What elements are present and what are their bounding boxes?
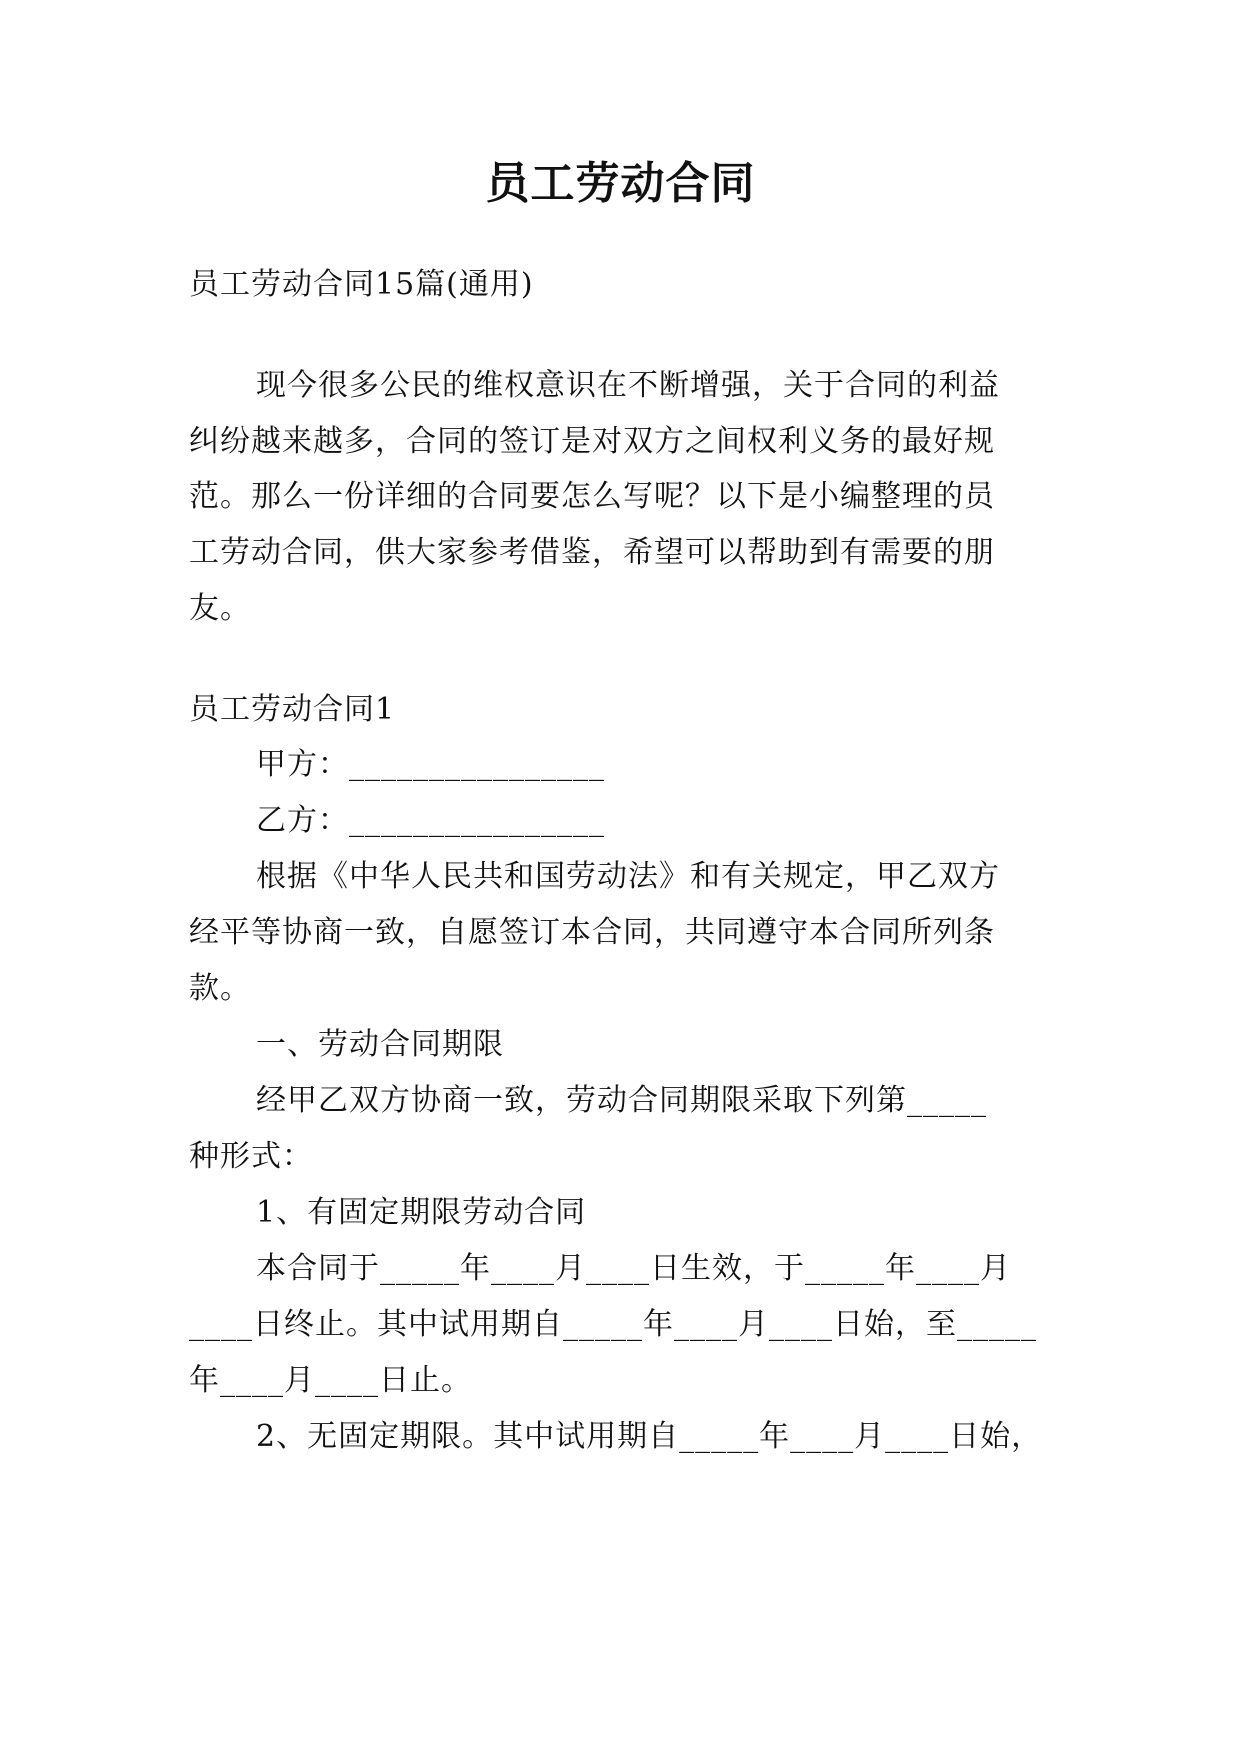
intro-line: 现今很多公民的维权意识在不断增强，关于合同的利益 [256,368,1000,403]
item-1-line: ____日终止。其中试用期自_____年____月____日始，至_____ [189,1307,1037,1342]
party-b-line: 乙方：________________ [256,803,605,838]
intro-line: 纠纷越来越多，合同的签订是对双方之间权利义务的最好规 [189,424,995,459]
item-1-line: 年____月____日止。 [189,1363,472,1398]
basis-line: 根据《中华人民共和国劳动法》和有关规定，甲乙双方 [256,859,1000,894]
term-line: 经甲乙双方协商一致，劳动合同期限采取下列第_____ [256,1083,987,1118]
item-1-line: 本合同于_____年____月____日生效，于_____年____月 [256,1251,1011,1286]
intro-line: 范。那么一份详细的合同要怎么写呢？以下是小编整理的员 [189,479,995,514]
basis-line: 经平等协商一致，自愿签订本合同，共同遵守本合同所列条 [189,915,995,950]
document-subtitle: 员工劳动合同15篇(通用) [189,267,534,302]
section-heading: 一、劳动合同期限 [256,1027,504,1062]
item-2-line: 2、无固定期限。其中试用期自_____年____月____日始， [256,1419,1043,1454]
item-heading: 1、有固定期限劳动合同 [256,1195,587,1230]
basis-line: 款。 [189,971,251,1006]
term-line: 种形式： [189,1139,313,1174]
contract-heading: 员工劳动合同1 [189,692,396,727]
party-a-line: 甲方：________________ [256,747,605,782]
intro-line: 友。 [189,591,251,626]
intro-line: 工劳动合同，供大家参考借鉴，希望可以帮助到有需要的朋 [189,535,995,570]
document-title: 员工劳动合同 [485,158,756,209]
